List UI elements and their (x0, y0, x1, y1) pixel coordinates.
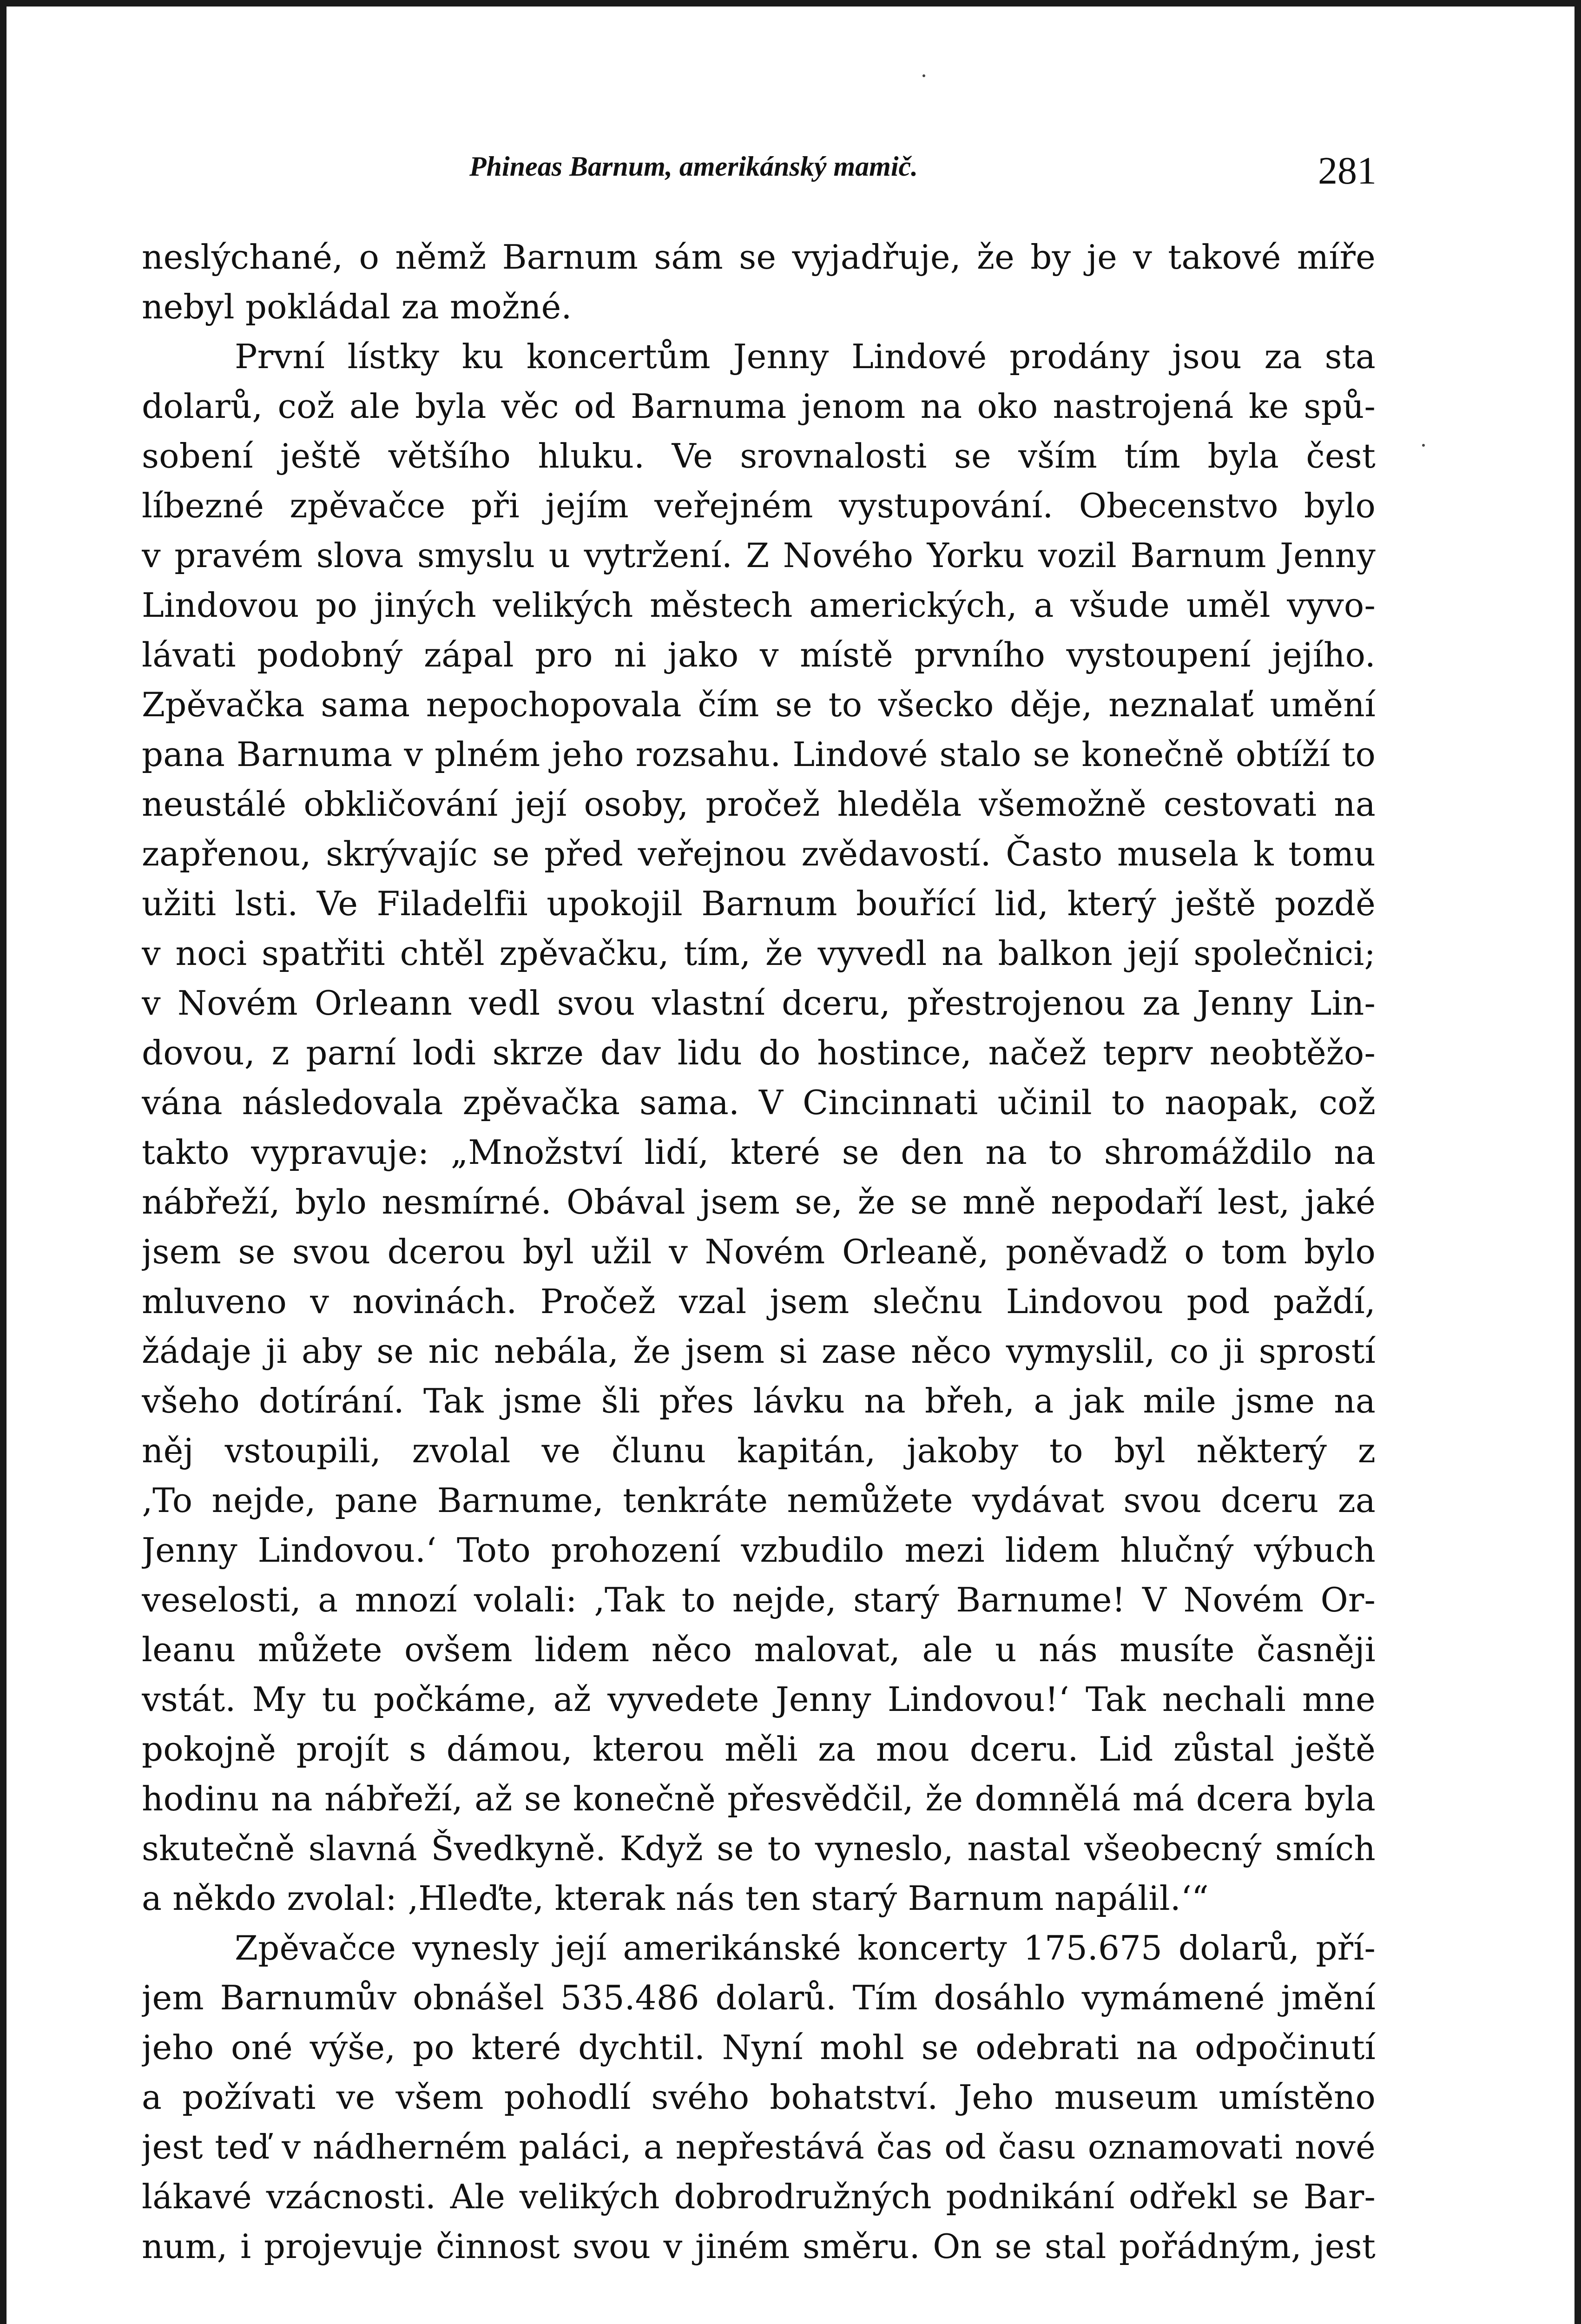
text-line-content: sobení ještě většího hluku. Ve srovnalosti se vším tím byla čest (142, 436, 1376, 475)
text-line-content: vána následovala zpěvačka sama. V Cincinnati učinil to naopak, což (142, 1083, 1376, 1122)
text-line-content: líbezné zpěvačce při jejím veřejném vystupování. Obecenstvo bylo (142, 486, 1376, 525)
text-line-content: zapřenou, skrývajíc se před veřejnou zvědavostí. Často musela k tomu (142, 834, 1376, 873)
text-line-content: lávati podobný zápal pro ni jako v místě prvního vystoupení jejího. (142, 635, 1376, 674)
text-line-content: pokojně projít s dámou, kterou měli za mou dceru. Lid zůstal ještě (142, 1730, 1376, 1769)
text-line-content: Zpěvačce vynesly její amerikánské koncerty 175.675 dolarů, pří- (235, 1928, 1376, 1967)
text-line-content: takto vypravuje: „Množství lidí, které se den na to shromáždilo na (142, 1133, 1376, 1172)
text-line (142, 1376, 1376, 1426)
scan-border-top (0, 0, 1581, 7)
text-line-content: a požívati ve všem pohodlí svého bohatství. Jeho museum umístěno (142, 2078, 1376, 2117)
text-line (142, 879, 1376, 929)
text-line-content: ‚To nejde, pane Barnume, tenkráte nemůžete vydávat svou dceru za (142, 1481, 1376, 1520)
text-line-content: Zpěvačka sama nepochopovala čím se to všecko děje, neznalať umění (142, 685, 1376, 724)
text-line-content: v noci spatřiti chtěl zpěvačku, tím, že vyvedl na balkon její společnici; (142, 934, 1376, 973)
text-line-content: hodinu na nábřeží, až se konečně přesvědčil, že domnělá má dcera byla (142, 1779, 1376, 1818)
text-line (142, 1625, 1376, 1675)
text-line (142, 1874, 1376, 1923)
text-line-content: neslýchané, o němž Barnum sám se vyjadřuje, že by je v takové míře (142, 238, 1376, 277)
text-line-content: První lístky ku koncertům Jenny Lindové prodány jsou za sta (235, 337, 1376, 376)
text-line-content: dolarů, což ale byla věc od Barnuma jenom na oko nastrojená ke spů- (142, 387, 1376, 426)
text-line (142, 1426, 1376, 1476)
text-line (142, 978, 1376, 1028)
text-line (142, 1227, 1376, 1277)
text-line-content: jest teď v nádherném paláci, a nepřestává čas od času oznamovati nové (142, 2127, 1376, 2166)
text-line (142, 1774, 1376, 1824)
text-line-content: a někdo zvolal: ‚Hleďte, kterak nás ten starý Barnum napálil.‘“ (142, 1879, 1209, 1918)
body-text (142, 232, 1376, 2271)
scan-border-right (1574, 0, 1581, 2324)
text-line (142, 2222, 1376, 2271)
text-line-content: v Novém Orleann vedl svou vlastní dceru, přestrojenou za Jenny Lin- (142, 984, 1376, 1023)
text-line (142, 1973, 1376, 2023)
text-line-content: v pravém slova smyslu u vytržení. Z Nového Yorku vozil Barnum Jenny (142, 536, 1376, 575)
text-line-content: lákavé vzácnosti. Ale velikých dobrodružných podnikání odřekl se Bar- (142, 2177, 1376, 2216)
text-line-content: dovou, z parní lodi skrze dav lidu do hostince, načež teprv neobtěžo- (142, 1033, 1376, 1072)
text-line-content: pana Barnuma v plném jeho rozsahu. Lindové stalo se konečně obtíží to (142, 735, 1376, 774)
text-line (142, 1078, 1376, 1128)
text-line (142, 481, 1376, 531)
text-line (142, 2172, 1376, 2222)
text-line (142, 779, 1376, 829)
text-line-content: veselosti, a mnozí volali: ‚Tak to nejde, starý Barnume! V Novém Or- (142, 1580, 1376, 1619)
text-line (142, 1028, 1376, 1078)
text-line-content: mluveno v novinách. Pročež vzal jsem slečnu Lindovou pod paždí, (142, 1282, 1376, 1321)
text-line (142, 1476, 1376, 1525)
text-line (142, 2122, 1376, 2172)
text-line-content: num, i projevuje činnost svou v jiném směru. On se stal pořádným, jest (142, 2227, 1376, 2266)
text-line (142, 630, 1376, 680)
text-line-content: Lindovou po jiných velikých městech amerických, a všude uměl vyvo- (142, 586, 1376, 625)
text-line (142, 2073, 1376, 2122)
scan-speck (922, 74, 925, 77)
text-line-content: jeho oné výše, po které dychtil. Nyní mohl se odebrati na odpočinutí (142, 2028, 1376, 2067)
running-head-title: Phineas Barnum, amerikánský mamič. (469, 151, 918, 182)
text-line (142, 1327, 1376, 1376)
text-line-content: užiti lsti. Ve Filadelfii upokojil Barnum bouřící lid, který ještě pozdě (142, 884, 1376, 923)
text-line-content: nebyl pokládal za možné. (142, 287, 572, 326)
text-line (142, 332, 1376, 382)
text-line-content: všeho dotírání. Tak jsme šli přes lávku na břeh, a jak mile jsme na (142, 1381, 1376, 1420)
text-line-content: skutečně slavná Švedkyně. Když se to vyneslo, nastal všeobecný smích (142, 1829, 1376, 1868)
text-line (142, 1575, 1376, 1625)
text-line (142, 431, 1376, 481)
text-line-content: něj vstoupili, zvolal ve člunu kapitán, jakoby to byl některý z (142, 1431, 1376, 1470)
text-line (142, 232, 1376, 282)
text-line (142, 1724, 1376, 1774)
page-number: 281 (1318, 149, 1377, 192)
text-line-content: nábřeží, bylo nesmírné. Obával jsem se, že se mně nepodaří lest, jaké (142, 1182, 1376, 1221)
text-line (142, 2023, 1376, 2073)
text-line (142, 282, 1376, 332)
scan-border-left (0, 0, 7, 2324)
text-line (142, 1675, 1376, 1724)
text-line (142, 929, 1376, 978)
text-line-content: leanu můžete ovšem lidem něco malovat, ale u nás musíte časněji (142, 1630, 1376, 1669)
text-line (142, 680, 1376, 730)
text-line (142, 382, 1376, 431)
text-line-content: žádaje ji aby se nic nebála, že jsem si zase něco vymyslil, co ji sprostí (142, 1332, 1376, 1371)
text-line-content: jem Barnumův obnášel 535.486 dolarů. Tím dosáhlo vymámené jmění (142, 1978, 1376, 2017)
text-line-content: vstát. My tu počkáme, až vyvedete Jenny Lindovou!‘ Tak nechali mne (142, 1680, 1376, 1719)
scan-speck (1422, 444, 1425, 447)
text-line-content: Jenny Lindovou.‘ Toto prohození vzbudilo mezi lidem hlučný výbuch (142, 1531, 1376, 1570)
text-line (142, 1128, 1376, 1177)
text-line (142, 730, 1376, 779)
text-line (142, 1824, 1376, 1874)
text-line (142, 1177, 1376, 1227)
text-line (142, 829, 1376, 879)
text-line (142, 531, 1376, 581)
text-line-content: jsem se svou dcerou byl užil v Novém Orleaně, poněvadž o tom bylo (142, 1232, 1376, 1271)
text-line (142, 581, 1376, 630)
text-line (142, 1923, 1376, 1973)
text-line (142, 1525, 1376, 1575)
text-line-content: neustálé obkličování její osoby, pročež hleděla všemožně cestovati na (142, 785, 1376, 824)
text-line (142, 1277, 1376, 1327)
